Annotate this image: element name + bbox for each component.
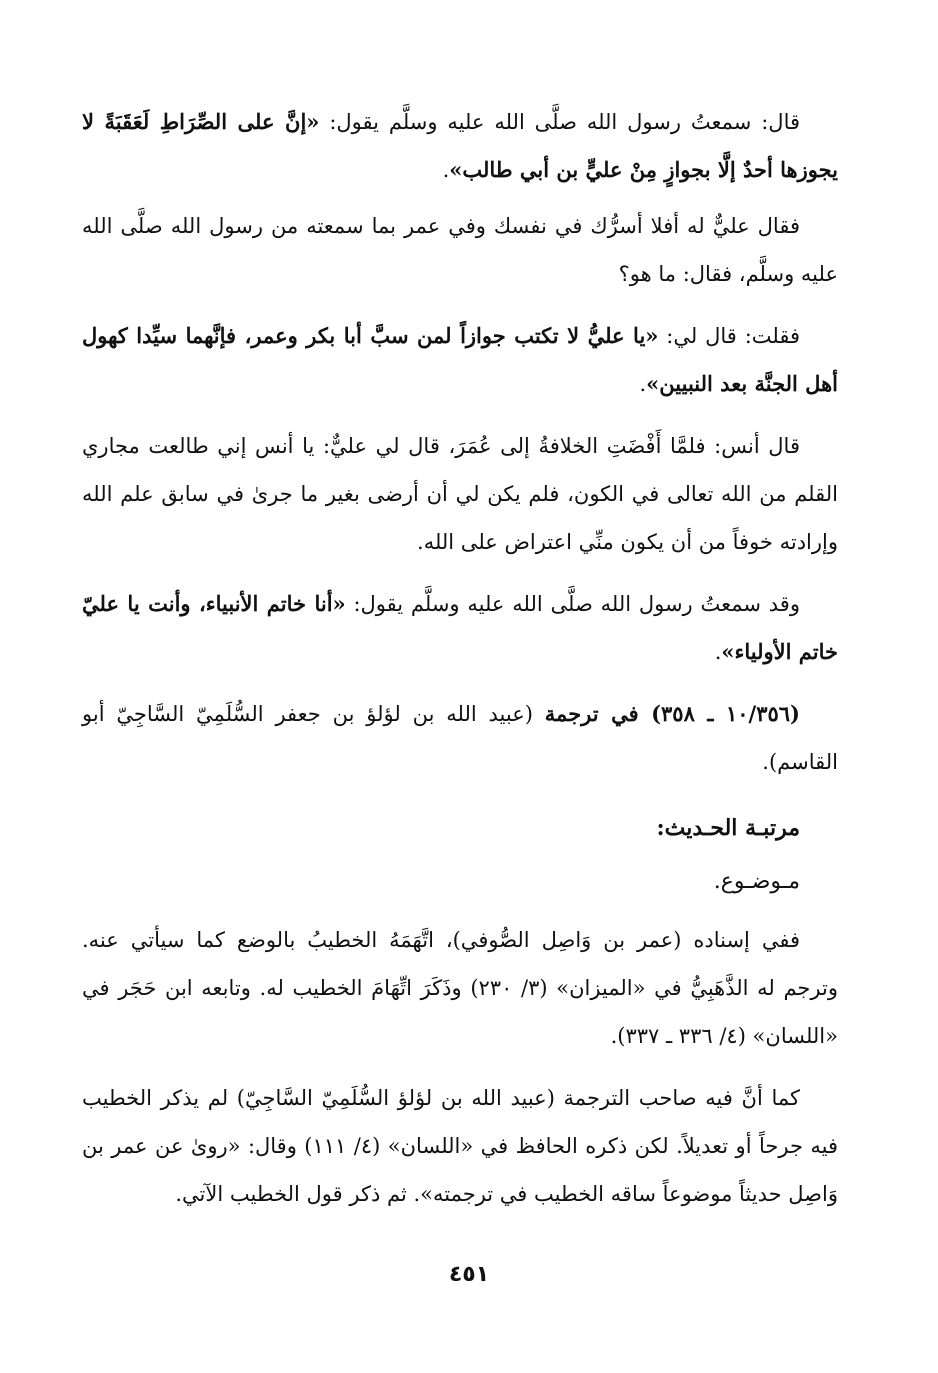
paragraph-end: . [442,158,450,182]
hadith-grade: مـوضـوع. [713,869,800,894]
section-heading: مرتبـة الحـديث: [656,815,800,841]
page-number: ٤٥١ [448,1262,490,1287]
hadith-quote: «أنا خاتم الأنبياء، وأنت يا عليّ خاتم الأولياء» [82,591,838,664]
paragraph-anas [82,422,838,566]
hadith-quote: «إنَّ على الصِّرَاطِ لَعَقَبَةً لا يجوزها أحدٌ إلَّا بجوازٍ مِنْ عليٍّ بن أبي طالب» [82,109,838,182]
paragraph-text: فقال عليٌّ له أفلا أسرُّك في نفسك وفي عمر بما سمعته من رسول الله صلَّى الله عليه وسلَّم، فقال: ما هو؟ [82,214,838,286]
paragraph-end: . [714,640,722,664]
paragraph-text: وقد سمعتُ رسول الله صلَّى الله عليه وسلَّم يقول: [345,592,800,616]
main-text [82,98,838,1232]
paragraph-analysis-1: ففي إسناده (عمر بن وَاصِل الصُّوفي)، اتَّهَمَهُ الخطيبُ بالوضع كما سيأتي عنه. وترجم له الذَّهَبِيُّ في «الميزان» (٣/ ٢٣٠) وذَكَرَ اتِّهَامَ الخطيب له. وتابعه ابن حَجَر في «اللسان» (٤/ ٣٣٦ ـ ٣٣٧). [82,928,838,1048]
paragraph-ali-reply [82,202,838,298]
paragraph-analysis-2: كما أنَّ فيه صاحب الترجمة (عبيد الله بن لؤلؤ السُّلَمِيّ السَّاجِيّ) لم يذكر الخطيب فيه جرحاً أو تعديلاً. لكن ذكره الحافظ في «اللسان» (٤/ ١١١) وقال: «روىٰ عن عمر بن وَاصِل حديثاً موضوعاً ساقه الخطيب في ترجمته». ثم ذكر قول الخطيب الآتي. [82,1086,838,1206]
paragraph-hadith-khatam [82,580,838,676]
hadith-quote: «يا عليُّ لا تكتب جوازاً لمن سبَّ أبا بكر وعمر، فإنَّهما سيِّدا كهول أهل الجنَّة بعد النبيين» [82,323,838,396]
volume-page-reference: (١٠/٣٥٦ ـ ٣٥٨) في ترجمة [544,701,800,726]
paragraph-hadith-abubakr-umar [82,312,838,408]
paragraph-hadith-sirat [82,98,838,194]
paragraph-end: . [639,372,647,396]
paragraph-source-reference [82,690,838,786]
paragraph-text: قال: سمعتُ رسول الله صلَّى الله عليه وسلَّم يقول: [319,110,801,134]
paragraph-end: (عبيد الله بن لؤلؤ بن جعفر السُّلَمِيّ السَّاجِيّ أبو القاسم). [82,702,838,774]
paragraph-text: قال أنس: فلمَّا أَفْضَتِ الخلافةُ إلى عُمَرَ، قال لي عليٌّ: يا أنس إني طالعت مجاري القلم من الله تعالى في الكون، فلم يكن لي أن أرضى بغير ما جرىٰ في سابق علم الله وإرادته خوفاً من أن يكون منِّي اعتراض على الله. [82,434,838,554]
paragraph-text: فقلت: قال لي: [658,324,801,348]
